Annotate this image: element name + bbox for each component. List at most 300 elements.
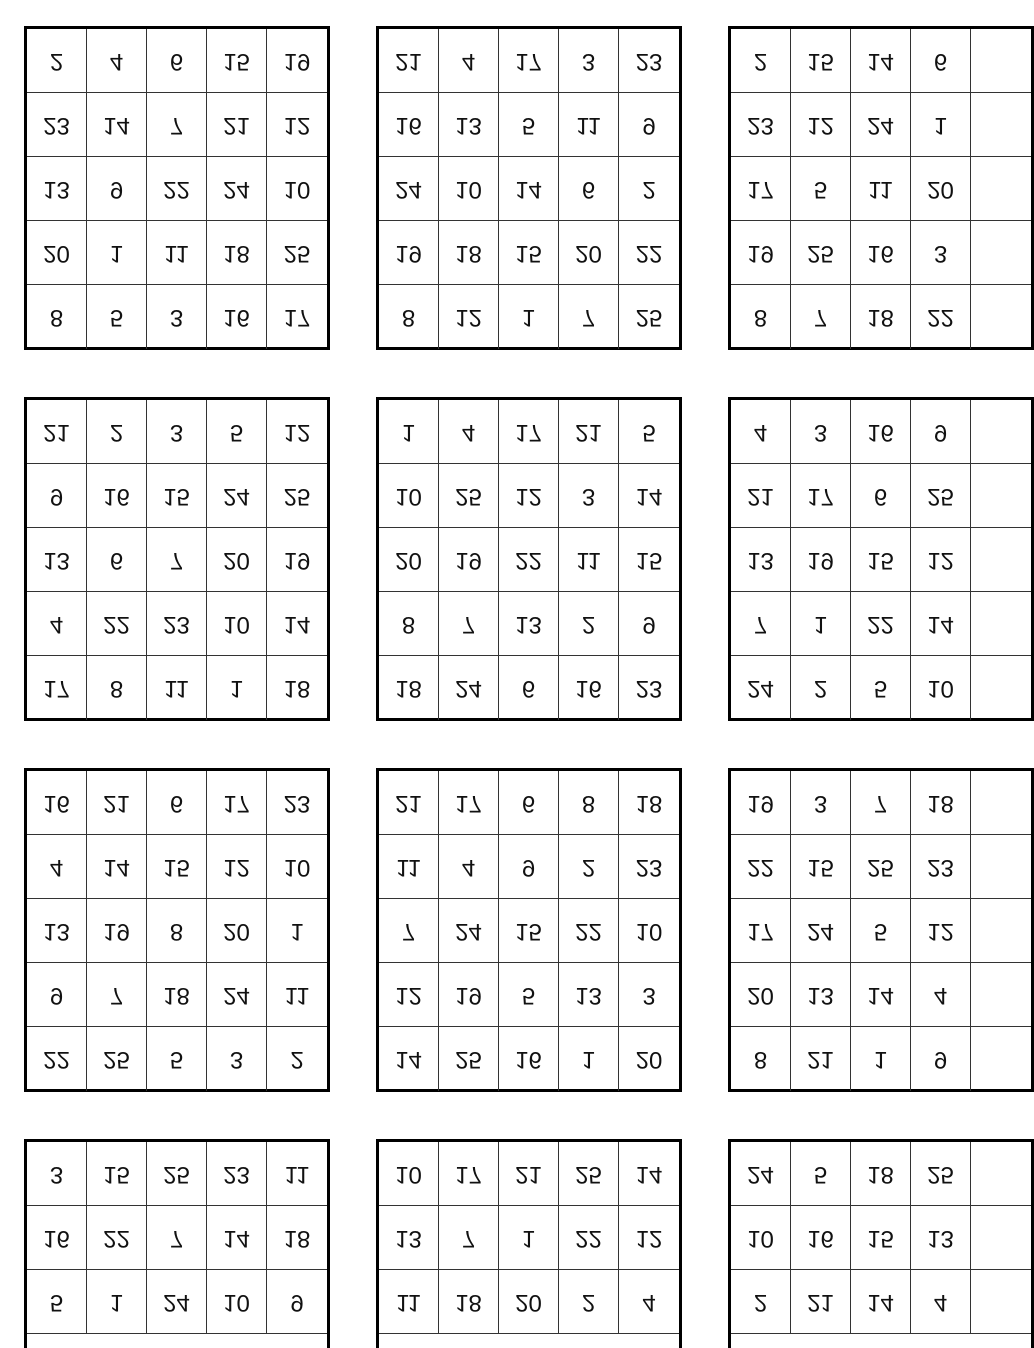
bingo-cell — [379, 285, 439, 349]
bingo-number: 19 — [103, 917, 130, 945]
bingo-cell — [207, 656, 267, 720]
bingo-number: 10 — [455, 175, 482, 203]
bingo-number: 24 — [867, 111, 894, 139]
bingo-cell — [27, 400, 87, 464]
bingo-cell — [87, 963, 147, 1027]
bingo-cell — [147, 1027, 207, 1091]
bingo-cell — [87, 1270, 147, 1334]
bingo-cell — [619, 221, 679, 285]
bingo-number: 15 — [635, 546, 663, 574]
bingo-cell — [911, 464, 971, 528]
bingo-cell — [147, 1206, 207, 1270]
bingo-number: 9 — [933, 418, 948, 446]
bingo-cell — [851, 656, 911, 720]
bingo-number: 18 — [867, 1160, 894, 1188]
bingo-cell — [27, 221, 87, 285]
bingo-number: 7 — [169, 546, 184, 574]
bingo-cell — [439, 656, 499, 720]
bingo-cell — [267, 221, 327, 285]
bingo-cell — [207, 771, 267, 835]
bingo-cell — [379, 1206, 439, 1270]
bingo-cell — [559, 899, 619, 963]
bingo-cell — [267, 1027, 327, 1091]
bingo-cell — [791, 285, 851, 349]
bingo-cell — [87, 29, 147, 93]
bingo-number: 17 — [747, 917, 774, 945]
bingo-number: 1 — [229, 675, 244, 702]
bingo-cell — [731, 528, 791, 592]
bingo-cell — [267, 771, 327, 835]
bingo-cell — [851, 221, 911, 285]
bingo-number: 8 — [49, 304, 64, 331]
bingo-cell — [791, 528, 851, 592]
bingo-number: 2 — [109, 418, 124, 446]
bingo-number: 5 — [813, 175, 828, 203]
bingo-number: 24 — [455, 675, 482, 702]
bingo-number: 19 — [747, 239, 774, 267]
bingo-cell — [499, 157, 559, 221]
bingo-cell — [87, 656, 147, 720]
bingo-cell — [207, 899, 267, 963]
bingo-cell — [379, 963, 439, 1027]
bingo-number: 4 — [642, 1288, 656, 1316]
bingo-number: 8 — [753, 1046, 768, 1073]
bingo-cell — [439, 464, 499, 528]
bingo-cell — [499, 528, 559, 592]
bingo-number: 1 — [933, 111, 948, 139]
bingo-cell — [971, 285, 1031, 349]
bingo-number: 10 — [283, 175, 311, 203]
bingo-card-11 — [376, 1139, 682, 1348]
bingo-cell — [147, 285, 207, 349]
bingo-card-10 — [24, 1139, 330, 1348]
bingo-number: 10 — [747, 1224, 774, 1252]
bingo-cell — [559, 1027, 619, 1091]
bingo-number: 9 — [933, 1046, 948, 1073]
bingo-cell — [87, 899, 147, 963]
bingo-number: 13 — [927, 1224, 954, 1252]
bingo-cell — [27, 528, 87, 592]
bingo-cell — [439, 528, 499, 592]
bingo-number: 22 — [103, 1224, 130, 1252]
bingo-number: 14 — [635, 1160, 663, 1188]
bingo-cell — [267, 285, 327, 349]
bingo-cell — [207, 1027, 267, 1091]
bingo-number: 23 — [43, 111, 70, 139]
bingo-cell — [559, 656, 619, 720]
bingo-number: 11 — [164, 239, 189, 267]
bingo-cell — [499, 400, 559, 464]
bingo-cell — [911, 771, 971, 835]
bingo-cell — [147, 157, 207, 221]
bingo-cell — [267, 93, 327, 157]
bingo-number: 24 — [455, 917, 482, 945]
bingo-cell — [731, 963, 791, 1027]
bingo-number: 22 — [103, 610, 130, 638]
bingo-number: 21 — [395, 47, 422, 75]
bingo-cell — [27, 285, 87, 349]
bingo-cell — [971, 157, 1031, 221]
bingo-cell — [87, 771, 147, 835]
bingo-cell — [27, 464, 87, 528]
bingo-cell — [267, 29, 327, 93]
bingo-number: 9 — [642, 610, 656, 638]
bingo-cell — [619, 1027, 679, 1091]
bingo-cell — [559, 771, 619, 835]
bingo-cell — [207, 1270, 267, 1334]
bingo-number: 25 — [455, 1046, 482, 1073]
bingo-number: 25 — [455, 482, 482, 510]
bingo-number: 19 — [395, 239, 422, 267]
bingo-cell — [619, 899, 679, 963]
bingo-cell — [851, 963, 911, 1027]
bingo-number: 9 — [49, 981, 64, 1009]
bingo-number: 5 — [873, 917, 888, 945]
bingo-number: 6 — [169, 789, 184, 817]
bingo-cell — [27, 1142, 87, 1206]
bingo-cell — [499, 963, 559, 1027]
bingo-number: 7 — [109, 981, 124, 1009]
bingo-cell — [851, 29, 911, 93]
bingo-cell — [971, 1142, 1031, 1206]
bingo-number: 22 — [747, 853, 774, 881]
bingo-number: 5 — [49, 1288, 64, 1316]
bingo-cell — [499, 464, 559, 528]
bingo-cell — [87, 157, 147, 221]
bingo-cell — [267, 656, 327, 720]
bingo-number: 13 — [43, 917, 70, 945]
bingo-number: 19 — [283, 47, 311, 75]
bingo-number: 18 — [927, 789, 954, 817]
bingo-cell — [379, 29, 439, 93]
bingo-number: 15 — [103, 1160, 130, 1188]
bingo-cell — [147, 1142, 207, 1206]
bingo-cell — [619, 835, 679, 899]
bingo-number: 6 — [169, 47, 184, 75]
bingo-card-6 — [728, 397, 1034, 721]
bingo-number: 21 — [515, 1160, 542, 1188]
bingo-cell — [911, 221, 971, 285]
bingo-cell — [267, 899, 327, 963]
bingo-cell — [911, 899, 971, 963]
bingo-cell — [791, 963, 851, 1027]
bingo-cell — [911, 656, 971, 720]
bingo-number: 7 — [169, 1224, 184, 1252]
bingo-number: 21 — [103, 789, 130, 817]
bingo-number: 2 — [49, 47, 64, 75]
bingo-cell — [851, 592, 911, 656]
bingo-cell — [911, 400, 971, 464]
bingo-card-7 — [24, 768, 330, 1092]
bingo-cell — [87, 464, 147, 528]
bingo-cell — [499, 656, 559, 720]
bingo-number: 12 — [807, 111, 834, 139]
bingo-cell — [207, 93, 267, 157]
bingo-number: 20 — [575, 239, 602, 267]
bingo-cell — [851, 528, 911, 592]
bingo-cell — [851, 899, 911, 963]
bingo-number: 5 — [169, 1046, 184, 1073]
bingo-number: 7 — [753, 610, 768, 638]
bingo-number: 18 — [163, 981, 190, 1009]
bingo-number: 1 — [581, 1046, 596, 1073]
bingo-cell — [379, 899, 439, 963]
bingo-number: 4 — [933, 981, 948, 1009]
bingo-number: 23 — [283, 789, 311, 817]
bingo-number: 16 — [43, 789, 70, 817]
bingo-number: 3 — [581, 47, 596, 75]
bingo-number: 8 — [753, 304, 768, 331]
bingo-cell — [559, 221, 619, 285]
bingo-number: 12 — [515, 482, 542, 510]
bingo-cell — [439, 1142, 499, 1206]
bingo-cell — [27, 93, 87, 157]
bingo-cell — [851, 464, 911, 528]
bingo-number: 11 — [576, 111, 601, 139]
bingo-card-8 — [376, 768, 682, 1092]
bingo-number: 19 — [807, 546, 834, 574]
bingo-number: 5 — [521, 981, 536, 1009]
bingo-cell — [791, 1027, 851, 1091]
bingo-cell — [911, 835, 971, 899]
bingo-cell — [791, 93, 851, 157]
bingo-number: 16 — [43, 1224, 70, 1252]
bingo-number: 24 — [747, 675, 774, 702]
bingo-cell — [267, 464, 327, 528]
bingo-number: 7 — [169, 111, 184, 139]
bingo-number: 24 — [223, 981, 250, 1009]
bingo-number: 2 — [753, 1288, 768, 1316]
bingo-number: 12 — [927, 917, 954, 945]
bingo-cell — [147, 221, 207, 285]
bingo-cell — [499, 835, 559, 899]
bingo-number: 6 — [873, 482, 888, 510]
bingo-cell — [207, 29, 267, 93]
bingo-number: 1 — [813, 610, 828, 638]
bingo-cell — [267, 1206, 327, 1270]
bingo-cell — [851, 400, 911, 464]
bingo-cell — [851, 285, 911, 349]
bingo-cell — [791, 835, 851, 899]
bingo-number: 18 — [395, 675, 422, 702]
bingo-cell — [851, 157, 911, 221]
bingo-cell — [499, 1142, 559, 1206]
bingo-number: 6 — [109, 546, 124, 574]
bingo-cell — [147, 899, 207, 963]
bingo-number: 2 — [753, 47, 768, 75]
bingo-number: 24 — [223, 482, 250, 510]
bingo-cell — [439, 963, 499, 1027]
bingo-number: 2 — [642, 175, 656, 203]
bingo-card-12 — [728, 1139, 1034, 1348]
bingo-cell — [619, 1206, 679, 1270]
bingo-cell — [559, 464, 619, 528]
bingo-number: 5 — [521, 111, 536, 139]
bingo-cell — [379, 528, 439, 592]
bingo-cell — [27, 835, 87, 899]
bingo-cell — [731, 899, 791, 963]
bingo-number: 15 — [223, 47, 250, 75]
bingo-number: 13 — [43, 175, 70, 203]
bingo-cell — [559, 285, 619, 349]
bingo-number: 25 — [807, 239, 834, 267]
bingo-cell — [87, 835, 147, 899]
bingo-cell — [207, 464, 267, 528]
bingo-cell — [971, 656, 1031, 720]
bingo-cell — [379, 1142, 439, 1206]
bingo-cell — [559, 592, 619, 656]
bingo-number: 4 — [461, 47, 476, 75]
bingo-number: 22 — [575, 917, 602, 945]
bingo-cell — [207, 1142, 267, 1206]
bingo-number: 13 — [43, 546, 70, 574]
bingo-number: 21 — [395, 789, 422, 817]
bingo-number: 16 — [807, 1224, 834, 1252]
bingo-number: 14 — [283, 610, 311, 638]
bingo-number: 16 — [223, 304, 250, 331]
bingo-number: 18 — [223, 239, 250, 267]
bingo-cell — [87, 400, 147, 464]
bingo-cell — [619, 464, 679, 528]
bingo-number: 3 — [581, 482, 596, 510]
bingo-cell — [731, 1270, 791, 1334]
bingo-cell — [731, 835, 791, 899]
bingo-cell — [791, 221, 851, 285]
bingo-number: 17 — [43, 675, 70, 702]
bingo-number: 22 — [515, 546, 542, 574]
bingo-cell — [439, 1270, 499, 1334]
bingo-number: 15 — [163, 482, 190, 510]
bingo-cell — [379, 1270, 439, 1334]
bingo-cell — [267, 400, 327, 464]
bingo-cell — [971, 464, 1031, 528]
bingo-number: 11 — [576, 546, 601, 574]
bingo-number: 4 — [49, 853, 64, 881]
bingo-number: 23 — [163, 610, 190, 638]
bingo-number: 4 — [109, 47, 124, 75]
bingo-number: 6 — [581, 175, 596, 203]
bingo-cell — [379, 93, 439, 157]
bingo-number: 1 — [521, 1224, 536, 1252]
bingo-cell — [147, 29, 207, 93]
bingo-number: 25 — [103, 1046, 130, 1073]
bingo-number: 10 — [395, 1160, 422, 1188]
bingo-cell — [379, 656, 439, 720]
bingo-cell — [499, 93, 559, 157]
bingo-number: 14 — [223, 1224, 250, 1252]
bingo-number: 20 — [223, 546, 250, 574]
bingo-cell — [267, 1142, 327, 1206]
bingo-cell — [731, 93, 791, 157]
bingo-cell — [207, 528, 267, 592]
bingo-number: 5 — [813, 1160, 828, 1188]
bingo-cell — [731, 464, 791, 528]
bingo-number: 15 — [807, 853, 834, 881]
bingo-cell — [439, 1027, 499, 1091]
bingo-cell — [731, 592, 791, 656]
bingo-number: 20 — [635, 1046, 663, 1073]
bingo-number: 14 — [103, 853, 130, 881]
bingo-number: 24 — [395, 175, 422, 203]
bingo-cell — [559, 1206, 619, 1270]
bingo-number: 14 — [103, 111, 130, 139]
bingo-cell — [971, 93, 1031, 157]
bingo-cell — [791, 29, 851, 93]
bingo-number: 3 — [813, 418, 828, 446]
bingo-number: 14 — [395, 1046, 422, 1073]
bingo-number: 7 — [461, 610, 476, 638]
bingo-cell — [27, 157, 87, 221]
bingo-cell — [499, 29, 559, 93]
bingo-number: 5 — [873, 675, 888, 702]
bingo-number: 21 — [747, 482, 774, 510]
bingo-cell — [267, 157, 327, 221]
bingo-cell — [147, 1270, 207, 1334]
bingo-cell — [87, 285, 147, 349]
bingo-cell — [147, 963, 207, 1027]
bingo-card-4 — [24, 397, 330, 721]
bingo-number: 12 — [455, 304, 482, 331]
bingo-cell — [27, 771, 87, 835]
bingo-number: 19 — [455, 981, 482, 1009]
bingo-number: 10 — [223, 1288, 250, 1316]
bingo-cell — [851, 835, 911, 899]
bingo-number: 23 — [635, 853, 663, 881]
bingo-cell — [559, 1270, 619, 1334]
bingo-cell — [731, 1142, 791, 1206]
bingo-cell — [851, 771, 911, 835]
bingo-cell — [971, 221, 1031, 285]
bingo-cell — [971, 835, 1031, 899]
bingo-number: 12 — [223, 853, 250, 881]
bingo-number: 1 — [521, 304, 536, 331]
bingo-number: 10 — [223, 610, 250, 638]
bingo-number: 24 — [747, 1160, 774, 1188]
bingo-number: 12 — [927, 546, 954, 574]
bingo-number: 21 — [807, 1288, 834, 1316]
bingo-number: 9 — [521, 853, 536, 881]
bingo-number: 25 — [283, 239, 311, 267]
bingo-number: 3 — [933, 239, 948, 267]
bingo-number: 12 — [395, 981, 422, 1009]
bingo-number: 20 — [747, 981, 774, 1009]
bingo-cell — [499, 221, 559, 285]
bingo-number: 13 — [575, 981, 602, 1009]
bingo-cell — [267, 528, 327, 592]
bingo-cell — [207, 963, 267, 1027]
bingo-cell — [207, 285, 267, 349]
bingo-number: 10 — [927, 675, 954, 702]
bingo-cell — [499, 1206, 559, 1270]
bingo-cell — [731, 400, 791, 464]
bingo-cell — [207, 835, 267, 899]
bingo-cell — [147, 656, 207, 720]
bingo-cell — [267, 835, 327, 899]
bingo-number: 8 — [581, 789, 596, 817]
bingo-cell — [971, 899, 1031, 963]
bingo-number: 1 — [873, 1046, 888, 1073]
bingo-cell — [619, 528, 679, 592]
bingo-card-1 — [24, 26, 330, 350]
bingo-cell — [619, 285, 679, 349]
bingo-number: 18 — [283, 1224, 311, 1252]
bingo-cell — [379, 157, 439, 221]
bingo-cell — [379, 592, 439, 656]
bingo-number: 16 — [575, 675, 602, 702]
bingo-number: 1 — [109, 239, 124, 267]
bingo-number: 11 — [396, 853, 421, 881]
bingo-number: 16 — [867, 239, 894, 267]
